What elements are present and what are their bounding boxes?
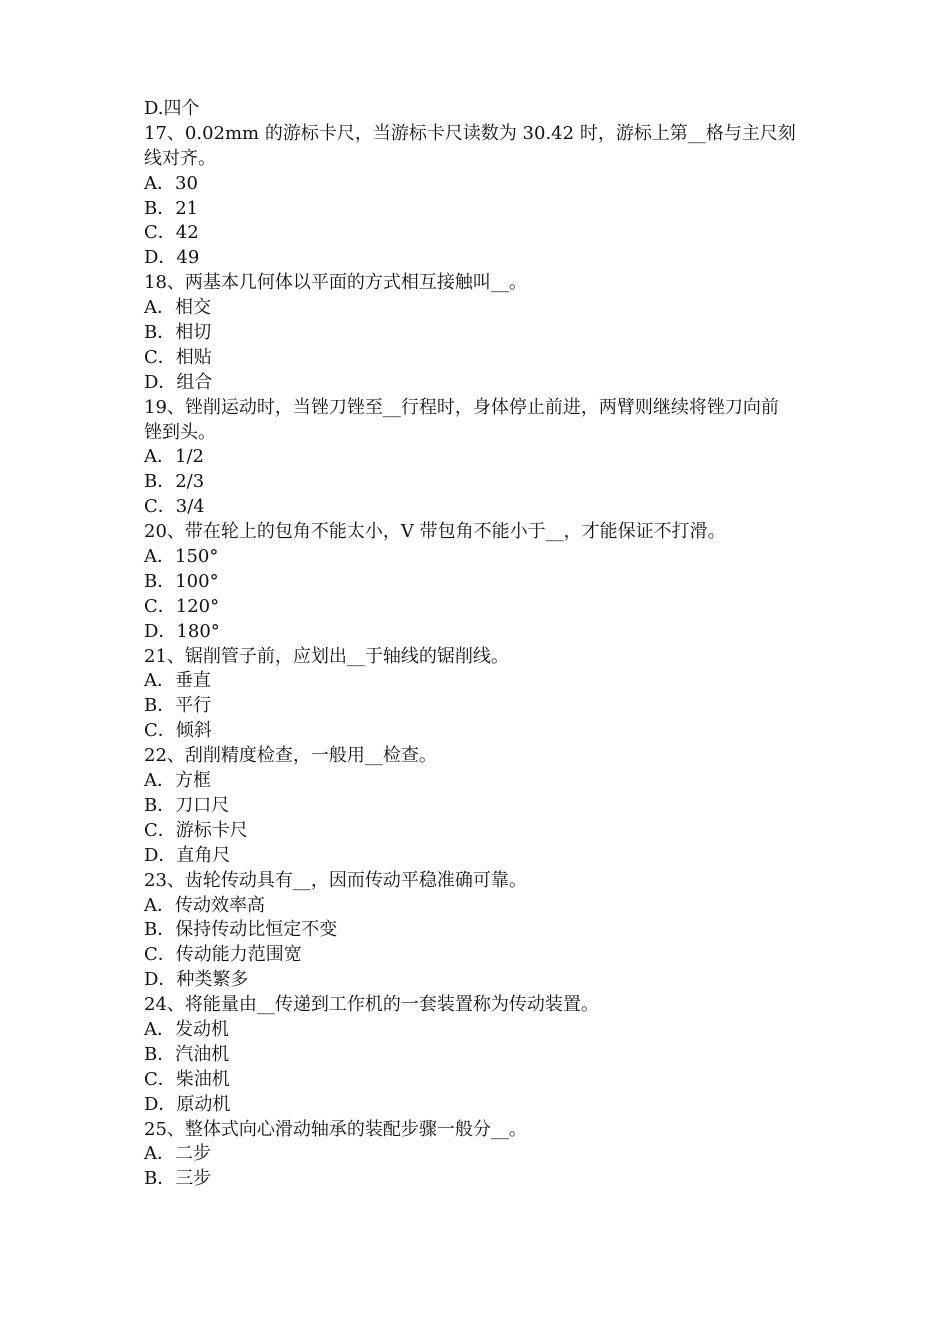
option-b-23: B．保持传动比恒定不变	[144, 919, 338, 941]
question-22: 22、刮削精度检查，一般用__检查。	[144, 745, 437, 767]
option-d-24: D．原动机	[144, 1093, 231, 1115]
option-c-19: C．3/4	[144, 496, 205, 518]
option-d-16: D.四个	[144, 98, 200, 119]
question-19-line-2: 锉到头。	[144, 421, 216, 443]
question-20: 20、带在轮上的包角不能太小，V 带包角不能小于__，才能保证不打滑。	[144, 521, 726, 543]
option-b-18: B．相切	[144, 322, 212, 344]
question-17-line-2: 线对齐。	[144, 147, 216, 169]
option-b-25: B．三步	[144, 1168, 212, 1190]
option-c-21: C．倾斜	[144, 720, 212, 742]
question-17-line-1: 17、0.02mm 的游标卡尺，当游标卡尺读数为 30.42 时，游标上第__格与主尺刻	[144, 122, 796, 144]
option-b-19: B．2/3	[144, 471, 205, 493]
option-b-21: B．平行	[144, 695, 212, 717]
option-c-17: C．42	[144, 222, 199, 244]
option-c-18: C．相贴	[144, 346, 212, 368]
question-21: 21、锯削管子前，应划出__于轴线的锯削线。	[144, 645, 509, 667]
question-list	[144, 97, 814, 1192]
option-a-24: A．发动机	[144, 1018, 229, 1040]
option-a-25: A．二步	[144, 1143, 211, 1165]
option-a-21: A．垂直	[144, 670, 211, 692]
option-c-24: C．柴油机	[144, 1068, 230, 1090]
option-d-17: D．49	[144, 247, 200, 269]
option-b-20: B．100°	[144, 570, 219, 592]
option-a-22: A．方框	[144, 770, 211, 792]
option-b-24: B．汽油机	[144, 1043, 230, 1065]
option-a-20: A．150°	[144, 546, 219, 568]
option-b-22: B．刀口尺	[144, 794, 230, 816]
option-a-23: A．传动效率高	[144, 894, 265, 916]
option-d-23: D．种类繁多	[144, 969, 249, 991]
question-23: 23、齿轮传动具有__，因而传动平稳准确可靠。	[144, 869, 527, 891]
option-c-20: C．120°	[144, 595, 220, 617]
option-d-18: D．组合	[144, 371, 213, 393]
question-25: 25、整体式向心滑动轴承的装配步骤一般分__。	[144, 1118, 527, 1140]
question-18: 18、两基本几何体以平面的方式相互接触叫__。	[144, 272, 527, 294]
option-c-22: C．游标卡尺	[144, 819, 248, 841]
option-a-18: A．相交	[144, 297, 211, 319]
option-c-23: C．传动能力范围宽	[144, 944, 302, 966]
question-19-line-1: 19、锉削运动时，当锉刀锉至__行程时，身体停止前进，两臂则继续将锉刀向前	[144, 396, 779, 418]
option-d-22: D．直角尺	[144, 844, 231, 866]
option-a-19: A．1/2	[144, 446, 204, 468]
question-24: 24、将能量由__传递到工作机的一套装置称为传动装置。	[144, 994, 599, 1016]
option-d-20: D．180°	[144, 620, 220, 642]
option-b-17: B．21	[144, 197, 199, 219]
option-a-17: A．30	[144, 172, 198, 194]
